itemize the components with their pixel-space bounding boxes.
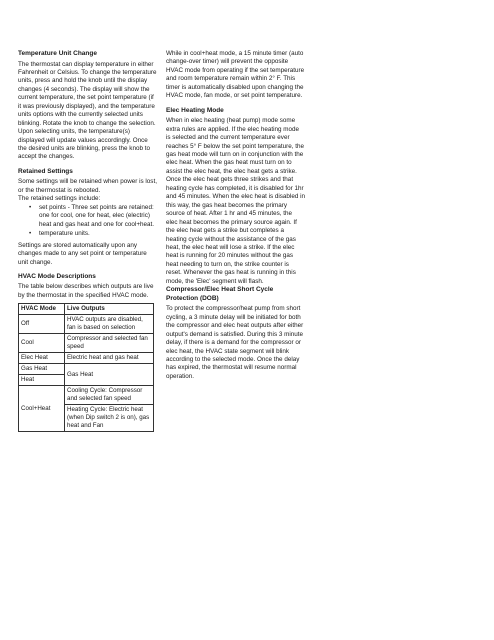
retained-settings-text: Some settings will be retained when power is lost, or the thermostat is rebooted. — [18, 178, 157, 194]
table-cell-mode: Off — [19, 315, 65, 334]
table-row — [19, 334, 154, 353]
table-row — [19, 353, 154, 364]
table-cell-mode: Cool — [19, 334, 65, 353]
right-column — [166, 50, 305, 387]
hvac-mode-descriptions-heading: HVAC Mode Descriptions — [18, 272, 96, 280]
table-cell-outputs: Heating Cycle: Electric heat (when Dip switch 2 is on), gas heat and Fan — [65, 405, 154, 432]
column-header-live-outputs: Live Outputs — [65, 304, 154, 315]
auto-changeover-text: While in cool+heat mode, a 15 minute timer (auto change-over timer) will prevent the opposite HVAC mode from operating if the set temperature and room temperature remain within 2° F. This timer is automatically disabled upon changing the HVAC mode, fan mode, or set point temperature. — [166, 50, 305, 100]
table-row — [19, 315, 154, 334]
hvac-mode-table — [18, 303, 154, 432]
table-cell-mode: Cool+Heat — [19, 386, 65, 432]
table-header-row — [19, 304, 154, 315]
table-cell-outputs: Compressor and selected fan speed — [65, 334, 154, 353]
temperature-unit-change-text: The thermostat can display temperature in either Fahrenheit or Celsius. To change the temperature units, press and hold the knob until the display changes (4 seconds). The display will show the current temperature, the set point temperature (if it was previously displayed), and the temperature units options with the currently selected units blinking. Rotate the knob to change the selection. Upon selecting units, the temperature(s) displayed will update values accordingly. Once the desired units are blinking, press the knob to accept the changes. — [18, 60, 157, 161]
elec-heating-mode-heading: Elec Heating Mode — [166, 106, 224, 114]
retained-settings-heading: Retained Settings — [18, 167, 73, 175]
table-cell-outputs: Electric heat and gas heat — [65, 353, 154, 364]
short-cycle-protection-text: To protect the compressor/heat pump from short cycling, a 3 minute delay will be initiated for both the compressor and elec heat outputs after either output's demand is satisfied. During this 3 minute delay, if there is a demand for the compressor or elec heat, the HVAC state segment will blink according to the selected mode. Once the delay has expired, the thermostat will resume normal operation. — [166, 305, 304, 380]
retained-settings-list — [18, 204, 158, 239]
list-item: • set points - Three set points are retained: one for cool, one for heat, elec (electric) heat and gas heat and one for cool+heat. — [18, 204, 158, 229]
column-header-hvac-mode: HVAC Mode — [19, 304, 65, 315]
short-cycle-protection-heading: Compressor/Elec Heat Short Cycle Protection (DOB) — [166, 286, 274, 302]
table-row — [19, 364, 154, 375]
list-item: • temperature units. — [18, 230, 158, 238]
table-cell-outputs: Gas Heat — [65, 364, 154, 386]
settings-stored-text: Settings are stored automatically upon any changes made to any set point or temperature unit change. — [18, 241, 147, 266]
table-cell-outputs: Cooling Cycle: Compressor and selected fan speed — [65, 386, 154, 405]
table-cell-outputs: HVAC outputs are disabled, fan is based on selection — [65, 315, 154, 334]
table-row — [19, 386, 154, 405]
table-cell-mode: Heat — [19, 375, 65, 386]
table-cell-mode: Gas Heat — [19, 364, 65, 375]
temperature-unit-change-heading: Temperature Unit Change — [18, 50, 97, 57]
hvac-mode-descriptions-text: The table below describes which outputs are live by the thermostat in the specified HVAC mode. — [18, 283, 154, 299]
retained-settings-intro: The retained settings include: — [18, 195, 101, 203]
elec-heating-mode-text: When in elec heating (heat pump) mode some extra rules are applied. If the elec heating mode is selected and the current temperature ever reaches 5° F below the set point temperature, the gas heat mode will turn on in conjunction with the elec heat. When the gas heat must turn on to assist the elec heat, the elec heat gets a strike. Once the elec heat gets three strikes and that heating cycle has completed, it is disabled for 1hr and 45 minutes. When the elec heat is disabled in this way, the gas heat becomes the primary source of heat. After 1 hr and 45 minutes, the elec heat becomes the primary source again. If the elec heat gets a strike but completes a heating cycle without the assistance of the gas heat, the elec heat will lose a strike. If the elec heat is running for 20 minutes without the gas heat needing to turn on, the strike counter is reset. Whenever the gas heat is running in this mode, the 'Elec' segment will flash. — [166, 117, 305, 285]
table-cell-mode: Elec Heat — [19, 353, 65, 364]
left-column — [18, 50, 158, 432]
